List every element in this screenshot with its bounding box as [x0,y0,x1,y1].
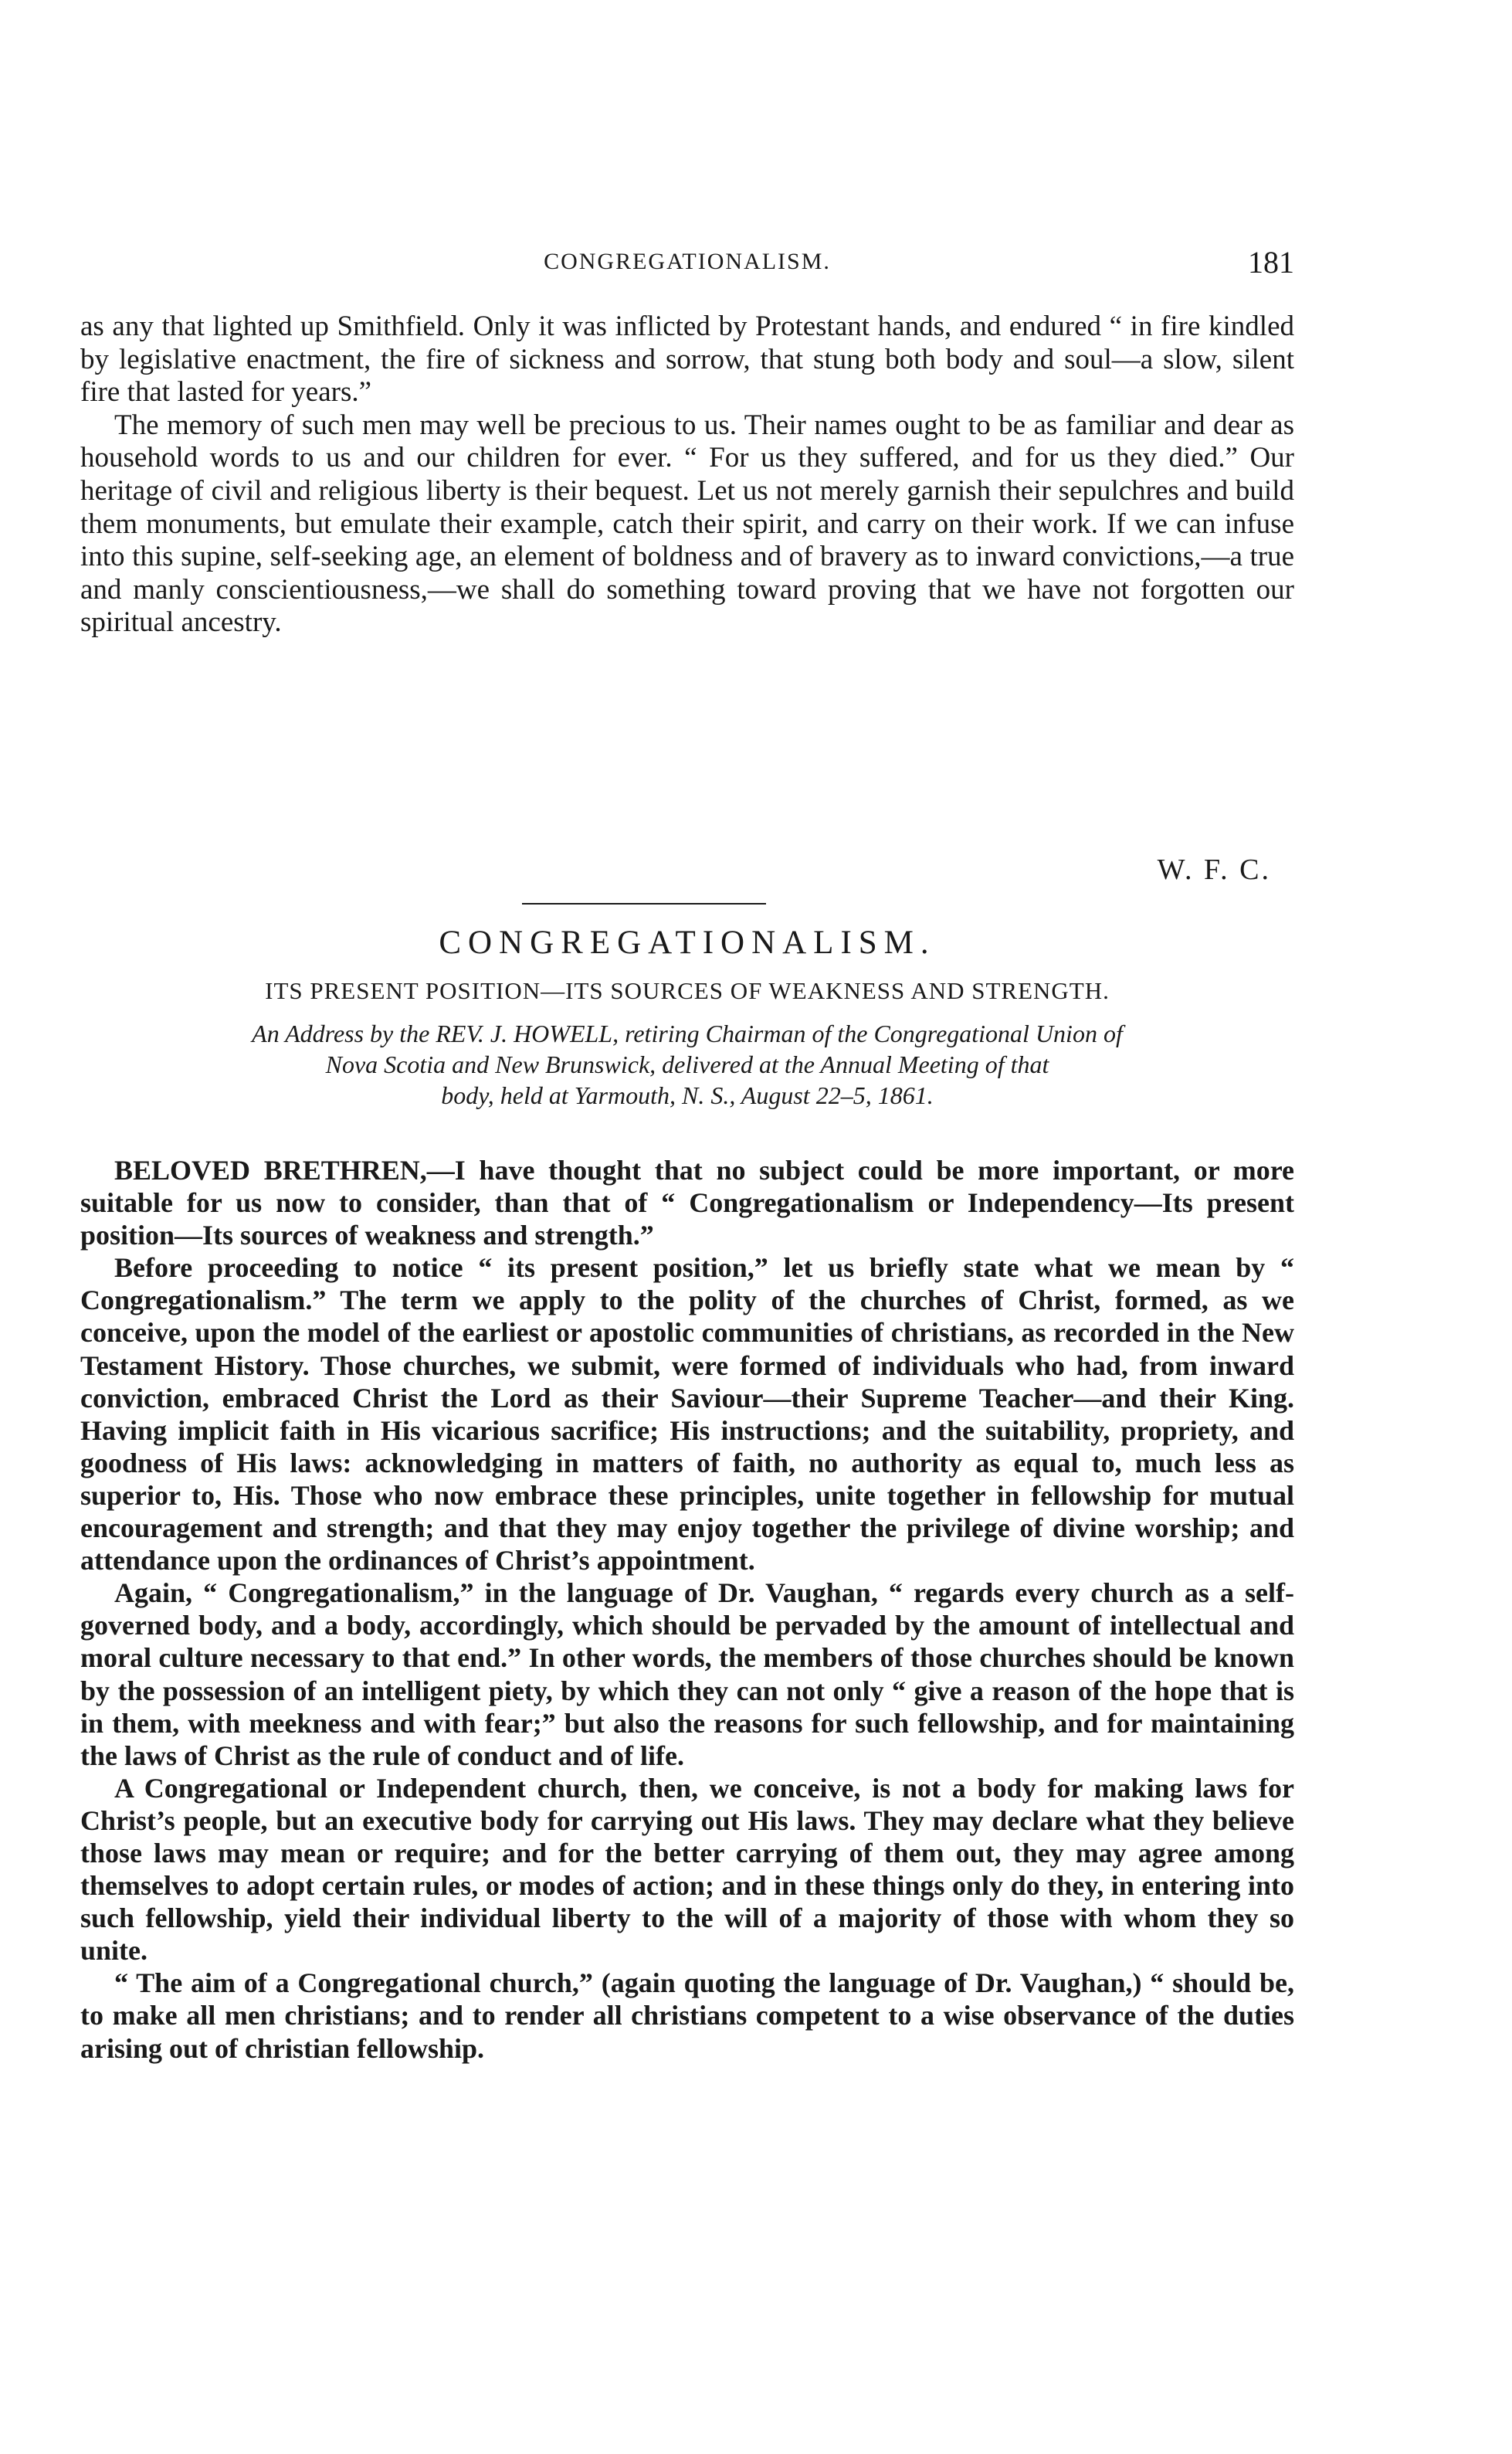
address-byline [80,1018,1294,1111]
paragraph: “ The aim of a Congregational church,” (again quoting the language of Dr. Vaughan,) “ should be, to make all men christians; and to render all christians competent to a wise observance of the duties arising out of christian fellowship. [80,1967,1294,2064]
paragraph: Before proceeding to notice “ its present position,” let us briefly state what we mean by “ Congregationalism.” The term we apply to the polity of the churches of Christ, formed, as we conceive, upon the model of the earliest or apostolic communities of christians, as recorded in the New Testament History. Those churches, we submit, were formed of individuals who had, from inward conviction, embraced Christ the Lord as their Saviour—their Supreme Teacher—and their King. Having implicit faith in His vicarious sacrifice; His instructions; and the suitability, propriety, and goodness of His laws: acknowledging in matters of faith, no authority as equal to, much less as superior to, His. Those who now embrace these principles, unite together in fellowship for mutual encouragement and strength; and that they may enjoy together the privilege of divine worship; and attendance upon the ordinances of Christ’s appointment. [80,1252,1294,1577]
running-head [80,245,1294,287]
byline-line: Nova Scotia and New Brunswick, delivered at the Annual Meeting of that [325,1051,1049,1078]
section-divider [522,903,766,905]
article-body [80,1154,1294,2065]
page-number: 181 [1248,245,1294,280]
paragraph: The memory of such men may well be precious to us. Their names ought to be as familiar and dear as household words to us and our children for ever. “ For us they suffered, and for us they died.” Our heritage of civil and religious liberty is their bequest. Let us not merely garnish their sepulchres and build them monuments, but emulate their example, catch their spirit, and carry on their work. If we can infuse into this supine, self-seeking age, an element of boldness and of bravery as to inward convictions,—a true and manly conscientiousness,—we shall do something toward proving that we have not forgotten our spiritual ancestry. [80,409,1294,639]
article-subtitle: ITS PRESENT POSITION—ITS SOURCES OF WEAKNESS AND STRENGTH. [265,977,1110,1004]
author-signature: W. F. C. [1157,854,1271,886]
byline-line: body, held at Yarmouth, N. S., August 22–5, 1861. [441,1081,934,1109]
running-title: CONGREGATIONALISM. [544,249,831,274]
byline-line: An Address by the REV. J. HOWELL, retiring Chairman of the Congregational Union of [252,1020,1123,1047]
closing-section [80,311,1294,640]
paragraph: Again, “ Congregationalism,” in the language of Dr. Vaughan, “ regards every church as a self-governed body, and a body, accordingly, which should be pervaded by the amount of intellectual and moral culture necessary to that end.” In other words, the members of those churches should be known by the possession of an intelligent piety, by which they can not only “ give a reason of the hope that is in them, with meekness and with fear;” but also the reasons for such fellowship, and for maintaining the laws of Christ as the rule of conduct and of life. [80,1577,1294,1771]
paragraph: BELOVED BRETHREN,—I have thought that no subject could be more important, or more suitable for us now to consider, than that of “ Congregationalism or Independency—Its present position—Its sources of weakness and strength.” [80,1155,1294,1251]
paragraph: A Congregational or Independent church, then, we conceive, is not a body for making laws for Christ’s people, but an executive body for carrying out His laws. They may declare what they believe those laws may mean or require; and for the better carrying of them out, they may agree among themselves to adopt certain rules, or modes of action; and in these things only do they, in entering into such fellowship, yield their individual liberty to the will of a majority of those with whom they so unite. [80,1772,1294,1967]
paragraph: as any that lighted up Smithfield. Only it was inflicted by Protestant hands, and endured “ in fire kindled by legislative enactment, the fire of sickness and sorrow, that stung both body and soul—a slow, silent fire that lasted for years.” [80,311,1294,409]
article-title: CONGREGATIONALISM. [439,925,936,961]
